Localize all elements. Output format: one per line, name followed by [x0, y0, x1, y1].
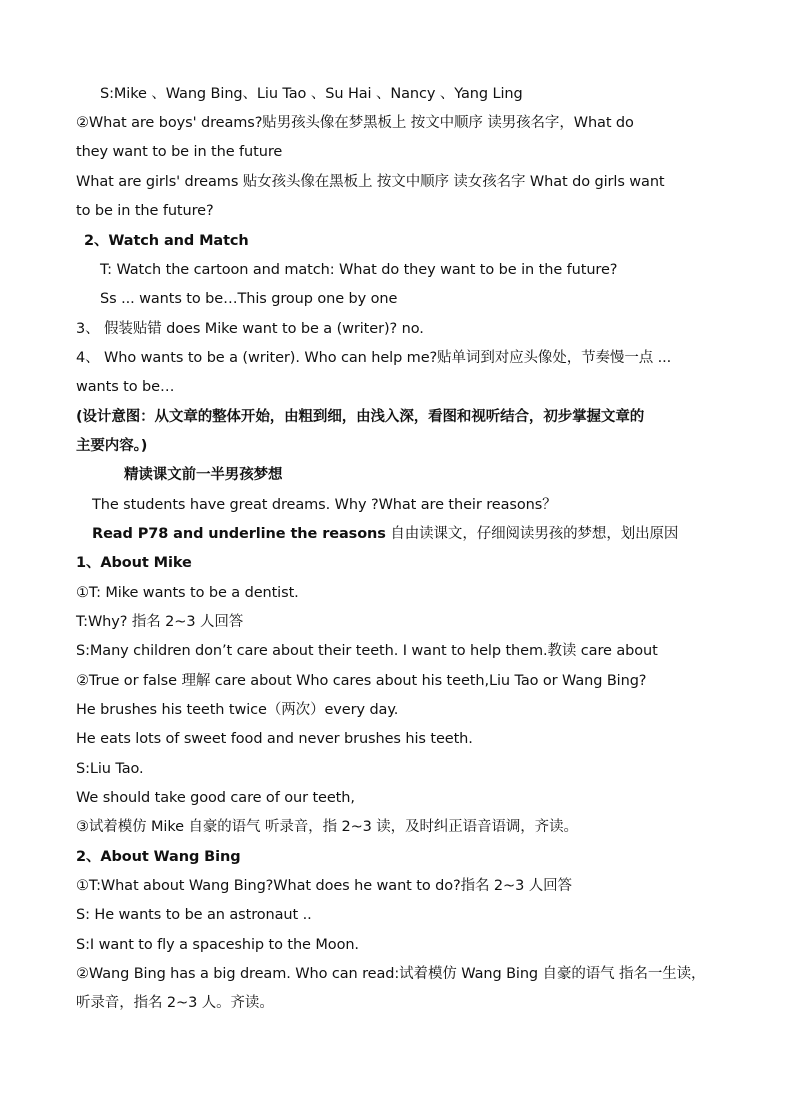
text-line-great-dreams: The students have great dreams. Why ?What are their reasons？ — [92, 497, 557, 513]
text-line-design-intent: (设计意图：从文章的整体开始，由粗到细，由浅入深，看图和视听结合，初步掌握文章的 — [76, 409, 645, 425]
heading-about-wang-bing: 2、About Wang Bing — [76, 849, 241, 865]
text-line-liu-tao: S:Liu Tao. — [76, 761, 144, 777]
text-line-big-dream: ②Wang Bing has a big dream. Who can read:试着模仿 Wang Bing 自豪的语气 指名一生读， — [76, 966, 706, 982]
text-line-brushes-twice: He brushes his teeth twice（两次）every day. — [76, 702, 399, 718]
text-line-take-care: We should take good care of our teeth, — [76, 790, 355, 806]
read-p78-detail: 自由读课文，仔细阅读男孩的梦想，划出原因 — [385, 526, 679, 542]
text-line-many-children: S:Many children don’t care about their teeth. I want to help them.教读 care about — [76, 643, 658, 659]
text-line-sweet-food: He eats lots of sweet food and never brushes his teeth. — [76, 731, 473, 747]
text-line-astronaut: S: He wants to be an astronaut .. — [76, 907, 312, 923]
text-line-boys-dreams-cont: they want to be in the future — [76, 144, 283, 160]
text-line-listen-recording: 听录音，指名 2~3 人。齐读。 — [76, 995, 274, 1011]
text-line-read-p78 — [92, 524, 742, 544]
text-line-mike-dentist: ①T: Mike wants to be a dentist. — [76, 585, 299, 601]
text-line-girls-dreams: What are girls' dreams 贴女孩头像在黑板上 按文中顺序 读女孩名字 What do girls want — [76, 174, 665, 190]
text-line-step-4-cont: wants to be… — [76, 379, 175, 395]
text-line-ss-wants: Ss ... wants to be…This group one by one — [100, 291, 398, 307]
heading-intensive-reading: 精读课文前一半男孩梦想 — [124, 467, 283, 483]
text-line-girls-dreams-cont: to be in the future? — [76, 203, 214, 219]
text-line-students: S:Mike 、Wang Bing、Liu Tao 、Su Hai 、Nancy 、Yang Ling — [100, 86, 523, 102]
heading-about-mike: 1、About Mike — [76, 555, 192, 571]
text-line-true-or-false: ②True or false 理解 care about Who cares about his teeth,Liu Tao or Wang Bing? — [76, 673, 647, 689]
text-line-why: T:Why? 指名 2~3 人回答 — [76, 614, 244, 630]
heading-watch-and-match: 2、Watch and Match — [84, 233, 249, 249]
text-line-step-3: 3、 假装贴错 does Mike want to be a (writer)? no. — [76, 321, 424, 337]
read-p78-instruction: Read P78 and underline the reasons — [92, 526, 386, 542]
text-line-design-intent-cont: 主要内容。) — [76, 438, 148, 454]
text-line-step-4: 4、 Who wants to be a (writer). Who can help me?贴单词到对应头像处，节奏慢一点 ... — [76, 350, 672, 366]
text-line-imitate-mike: ③试着模仿 Mike 自豪的语气 听录音，指 2~3 读，及时纠正语音语调，齐读。 — [76, 819, 578, 835]
text-line-what-about-wang-bing: ①T:What about Wang Bing?What does he want to do?指名 2~3 人回答 — [76, 878, 572, 894]
text-line-boys-dreams: ②What are boys' dreams?贴男孩头像在梦黑板上 按文中顺序 读男孩名字，What do — [76, 115, 634, 131]
text-line-spaceship: S:I want to fly a spaceship to the Moon. — [76, 937, 359, 953]
text-line-watch-cartoon: T: Watch the cartoon and match: What do they want to be in the future? — [100, 262, 618, 278]
